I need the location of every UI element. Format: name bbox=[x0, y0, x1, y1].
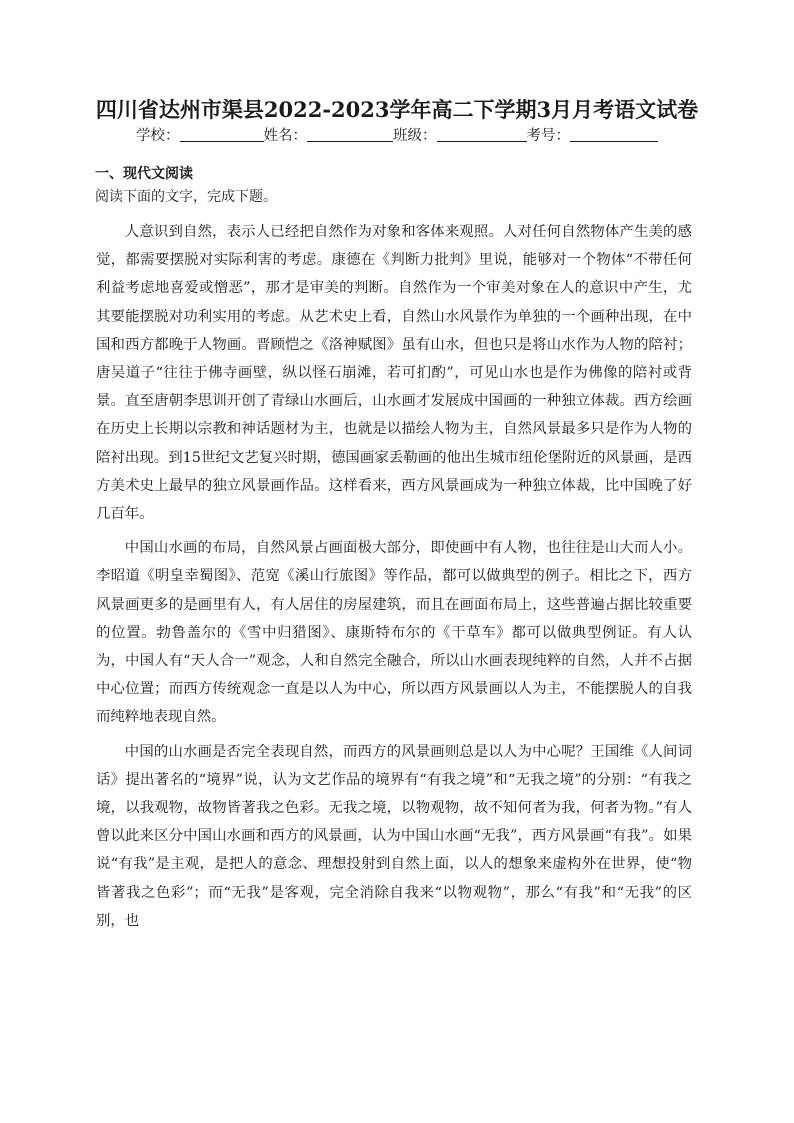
passage-paragraph: 中国的山水画是否完全表现自然，而西方的风景画则总是以人为中心呢？王国维《人间词话》提出著名的“境界”说，认为文艺作品的境界有“有我之境”和“无我之境”的分别：“有我之境，以我观物，故物皆著我之色彩。无我之境，以物观物，故不知何者为我，何者为物。”有人曾以此来区分中国山水画和西方的风景画，认为中国山水画“无我”，西方风景画“有我”。如果说“有我”是主观，是把人的意念、理想投射到自然上面，以人的想象来虚构外在世界，使“物皆著我之色彩”；而“无我”是客观，完全消除自我来“以物观物”，那么“有我”和“无我”的区别，也 bbox=[96, 743, 692, 929]
exam-no-label: 考号： bbox=[526, 128, 570, 144]
exam-no-blank[interactable] bbox=[570, 126, 658, 142]
page-title: 四川省达州市渠县2022-2023学年高二下学期3月月考语文试卷 bbox=[95, 97, 699, 122]
reading-passage bbox=[96, 218, 692, 941]
class-label: 班级： bbox=[393, 128, 437, 144]
section-heading: 一、现代文阅读 bbox=[95, 166, 193, 182]
class-field bbox=[393, 125, 527, 147]
reading-instruction: 阅读下面的文字，完成下题。 bbox=[95, 189, 277, 205]
class-blank[interactable] bbox=[437, 126, 527, 142]
school-blank[interactable] bbox=[180, 126, 264, 142]
name-label: 姓名： bbox=[263, 128, 307, 144]
student-info-row bbox=[0, 125, 794, 147]
school-field bbox=[136, 125, 264, 147]
exam-no-field bbox=[527, 125, 659, 147]
name-blank[interactable] bbox=[307, 126, 393, 142]
name-field bbox=[264, 125, 394, 147]
passage-paragraph: 中国山水画的布局，自然风景占画面极大部分，即使画中有人物，也往往是山大而人小。李昭道《明皇幸蜀图》、范宽《溪山行旅图》等作品，都可以做典型的例子。相比之下，西方风景画更多的是画里有人，有人居住的房屋建筑，而且在画面布局上，这些普遍占据比较重要的位置。勃鲁盖尔的《雪中归猎图》、康斯特布尔的《干草车》都可以做典型例证。有人认为，中国人有“天人合一”观念，人和自然完全融合，所以山水画表现纯粹的自然，人并不占据中心位置；而西方传统观念一直是以人为中心，所以西方风景画以人为主，不能摆脱人的自我而纯粹地表现自然。 bbox=[96, 540, 692, 726]
passage-paragraph: 人意识到自然，表示人已经把自然作为对象和客体来观照。人对任何自然物体产生美的感觉，都需要摆脱对实际利害的考虑。康德在《判断力批判》里说，能够对一个物体“不带任何利益考虑地喜爱或憎恶”，那才是审美的判断。自然作为一个审美对象在人的意识中产生，尤其要能摆脱对功利实用的考虑。从艺术史上看，自然山水风景作为单独的一个画种出现，在中国和西方都晚于人物画。晋顾恺之《洛神赋图》虽有山水，但也只是将山水作为人物的陪衬；唐吴道子“往往于佛寺画壁，纵以怪石崩滩，若可扪酌”，可见山水也是作为佛像的陪衬或背景。直至唐朝李思训开创了青绿山水画后，山水画才发展成中国画的一种独立体裁。西方绘画在历史上长期以宗教和神话题材为主，也就是以描绘人物为主，自然风景最多只是作为人物的陪衬出现。到15世纪文艺复兴时期，德国画家丢勒画的他出生城市纽伦堡附近的风景画，是西方美术史上最早的独立风景画作品。这样看来，西方风景画成为一种独立体裁，比中国晚了好几百年。 bbox=[96, 224, 692, 523]
school-label: 学校： bbox=[136, 128, 180, 144]
